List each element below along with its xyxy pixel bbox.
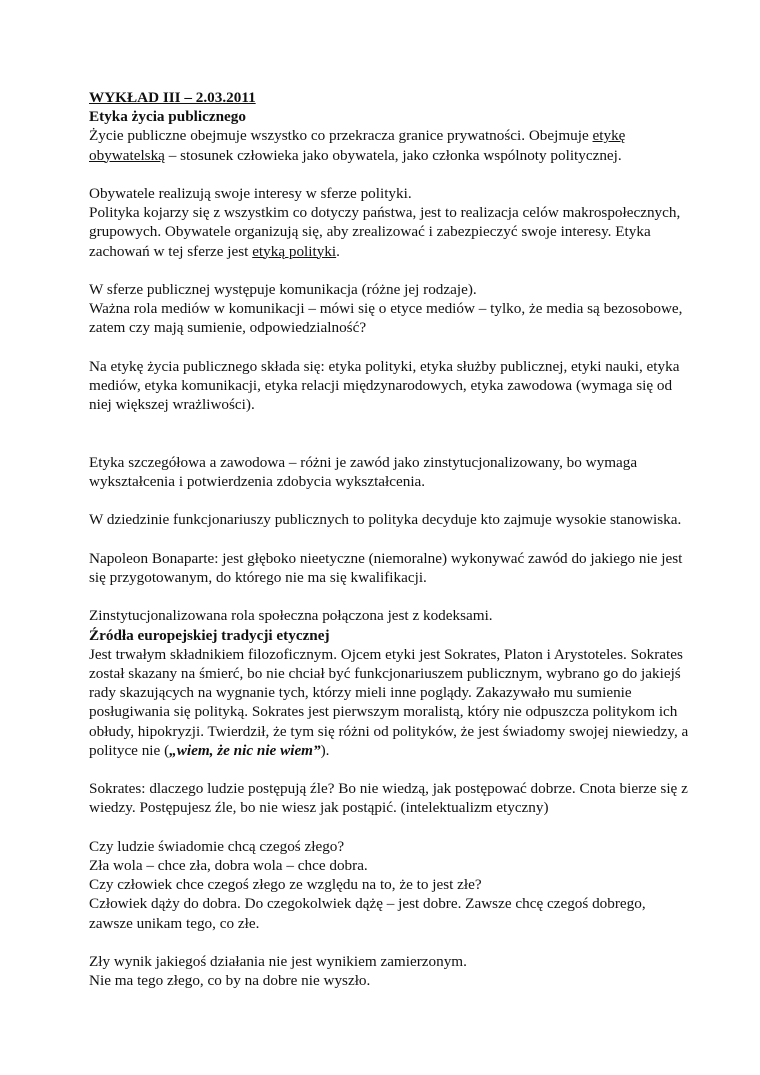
paragraph [89, 126, 689, 164]
section-heading-european-tradition: Źródła europejskiej tradycji etycznej [89, 626, 330, 644]
paragraph: Obywatele realizują swoje interesy w sferze polityki. [89, 185, 412, 202]
text-run: ). [320, 741, 330, 759]
paragraph [89, 203, 689, 261]
text-run: Jest trwałym składnikiem filozoficznym. Ojcem etyki jest Sokrates, Platon i Arystoteles. Sokrates został skazany na śmierć, bo nie chciał być funkcjonariuszem publicznym, wybrano go do jakiejś rady skazujących na wygnanie tych, którzy mieli inne poglądy. Zakazywało mu sumienie posługiwania się polityką. Sokrates jest pierwszym moralistą, który nie odpuszcza politykom ich obłudy, hipokryzji. Twierdził, że tym się różni od polityków, że jest świadomy swojej niewiedzy, a polityce nie ( [89, 645, 689, 759]
paragraph: Na etykę życia publicznego składa się: etyka polityki, etyka służby publicznej, etyki nauki, etyka mediów, etyka komunikacji, etyka relacji międzynarodowych, etyka zawodowa (wymaga się od niej większej wrażliwości). [89, 357, 680, 414]
text-run: Życie publiczne obejmuje wszystko co przekracza granice prywatności. Obejmuje [89, 127, 593, 145]
paragraph: W sferze publicznej występuje komunikacja (różne jej rodzaje). [89, 281, 477, 298]
paragraph: Nie ma tego złego, co by na dobre nie wyszło. [89, 972, 371, 990]
text-run: – stosunek człowieka jako obywatela, jako członka wspólnoty politycznej. [164, 146, 622, 164]
paragraph: Sokrates: dlaczego ludzie postępują źle? Bo nie wiedzą, jak postępować dobrze. Cnota bierze się z wiedzy. Postępujesz źle, bo nie wiesz jak postąpić. (intelektualizm etyczny) [89, 780, 688, 817]
paragraph: Czy ludzie świadomie chcą czegoś złego? [89, 837, 345, 855]
text-run: Polityka kojarzy się z wszystkim co dotyczy państwa, jest to realizacja celów makrospołecznych, grupowych. Obywatele organizują się, aby zrealizować i zabezpieczyć swoje interesy. Etyka zachowań w tej sferze jest [89, 204, 681, 260]
text-run: . [336, 242, 340, 260]
paragraph: Ważna rola mediów w komunikacji – mówi się o etyce mediów – tylko, że media są bezosobowe, zatem czy mają sumienie, odpowiedzialność? [89, 300, 683, 337]
paragraph: Etyka szczegółowa a zawodowa – różni je zawód jako zinstytucjonalizowany, bo wymaga wykształcenia i potwierdzenia zdobycia wykształcenia. [89, 453, 638, 490]
paragraph: Człowiek dąży do dobra. Do czegokolwiek dążę – jest dobre. Zawsze chcę czegoś dobrego, zawsze unikam tego, co złe. [89, 895, 646, 932]
underlined-term: etyką polityki [252, 242, 337, 260]
underlined-term: etykę obywatelską [89, 127, 626, 164]
section-heading-public-ethics: Etyka życia publicznego [89, 108, 246, 126]
paragraph: Napoleon Bonaparte: jest głęboko nieetyczne (niemoralne) wykonywać zawód do jakiego nie jest się przygotowanym, do którego nie ma się kwalifikacji. [89, 549, 683, 586]
paragraph: Zły wynik jakiegoś działania nie jest wynikiem zamierzonym. [89, 952, 467, 970]
document-page [89, 88, 689, 990]
lecture-title: WYKŁAD III – 2.03.2011 [89, 89, 256, 106]
paragraph: Zła wola – chce zła, dobra wola – chce dobra. [89, 856, 368, 874]
paragraph: W dziedzinie funkcjonariuszy publicznych to polityka decyduje kto zajmuje wysokie stanowiska. [89, 511, 682, 529]
paragraph [89, 645, 689, 760]
paragraph: Zinstytucjonalizowana rola społeczna połączona jest z kodeksami. [89, 607, 493, 625]
paragraph: Czy człowiek chce czegoś złego ze względu na to, że to jest złe? [89, 876, 482, 894]
quote: „wiem, że nic nie wiem” [169, 741, 321, 759]
